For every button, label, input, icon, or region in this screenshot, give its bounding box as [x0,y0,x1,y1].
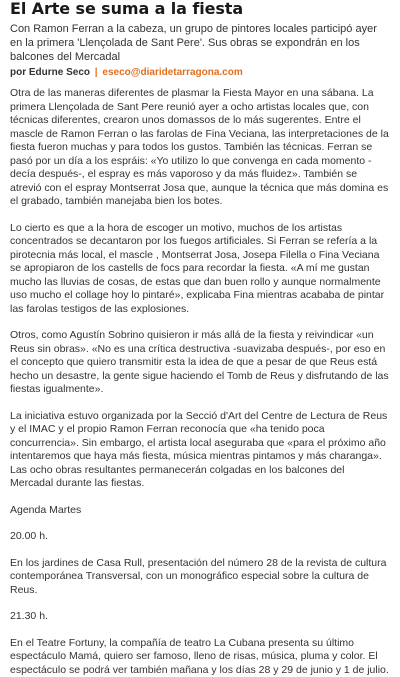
agenda-time: 20.00 h. [10,530,390,544]
body-paragraph: Otros, como Agustín Sobrino quisieron ir más allá de la fiesta y reivindicar «un Reus sin obras». «No es una crítica destructiva -suavizaba después-, por eso en el concepto que quiero transmitir esta la idea de que a pesar de que Reus está hecho un desastre, la gente sigue haciendo el Tomb de Reus y disfrutando de las fiestas igualmente». [10,329,390,397]
headline: El Arte se suma a la fiesta [10,0,390,18]
byline [10,66,390,79]
article-body [10,87,390,677]
agenda-item: En los jardines de Casa Rull, presentación del número 28 de la revista de cultura contemporánea Transversal, con un monográfico especial sobre la cultura de Reus. [10,557,390,598]
agenda-item: En el Teatre Fortuny, la compañía de teatro La Cubana presenta su último espectáculo Mamá, quiero ser famoso, lleno de risas, música, pluma y color. El espectáculo se podrá ver también mañana y los días 28 y 29 de junio y 1 de julio. [10,637,390,677]
agenda-time: 21.30 h. [10,610,390,624]
author-email-link[interactable]: eseco@diaridetarragona.com [102,67,242,78]
byline-author: por Edurne Seco [10,67,90,78]
agenda-heading: Agenda Martes [10,504,390,518]
body-paragraph: Otra de las maneras diferentes de plasmar la Fiesta Mayor en una sábana. La primera Llençolada de Sant Pere reunió ayer a ocho artistas locales que, con técnicas diferentes, crearon unos domassos de lo más sugerentes. Entre el mascle de Ramon Ferran o las farolas de Fina Veciana, las interpretaciones de la fiesta fueron muchas y para todos los gustos. También las técnicas. Ferran se pasó por un día a los espráis: «Yo utilizo lo que convenga en cada momento -decía después-, el espray es más vaporoso y da más fluidez». También se atrevió con el espray Montserrat Josa que, aunque la técnica que más domina es el grabado, también manejaba bien los botes. [10,87,390,209]
byline-separator: | [95,67,98,78]
article-lead: Con Ramon Ferran a la cabeza, un grupo de pintores locales participó ayer en la primera 'Llençolada de Sant Pere'. Sus obras se expondrán en los balcones del Mercadal [10,22,390,64]
body-paragraph: Lo cierto es que a la hora de escoger un motivo, muchos de los artistas concentrados se decantaron por los fuegos artificiales. Si Ferran se refería a la pirotecnia más local, el mascle , Montserrat Josa, Josepa Filella o Fina Veciana se apropiaron de los castells de focs para recordar la fiesta. «A mí me gustan mucho las lluvias de cosas, de estas que dan buen rollo y aunque normalmente uso mucho el collage hoy lo pintaré», explicaba Fina mientras acababa de pintar las farolas testigos de las explosiones. [10,222,390,317]
body-paragraph: La iniciativa estuvo organizada por la Secció d'Art del Centre de Lectura de Reus y el IMAC y el propio Ramon Ferran reconocía que «ha tenido poca concurrencia». Sin embargo, el artista local aseguraba que «para el próximo año intentaremos que haya más fiesta, música mientras pintamos y más charanga». Las ocho obras resultantes permanecerán colgadas en los balcones del Mercadal durante las fiestas. [10,410,390,491]
